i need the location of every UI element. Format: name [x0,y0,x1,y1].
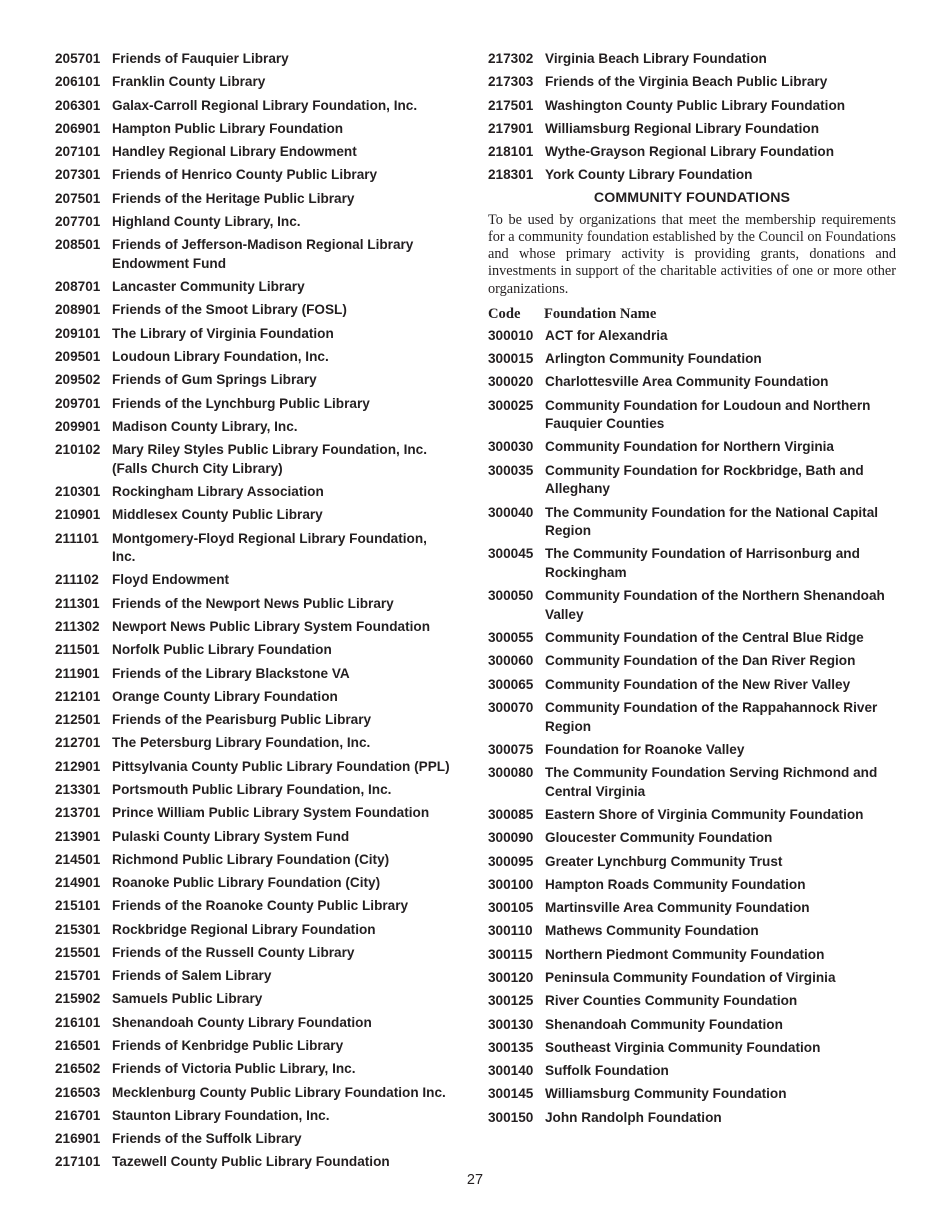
entry-code: 215701 [55,968,101,984]
entry-name: Washington County Public Library Foundation [545,97,846,113]
entry-code: 215301 [55,921,101,937]
entry-name: Orange County Library Foundation [112,688,338,704]
entry-code: 300085 [488,807,534,823]
entry-code: 209502 [55,372,101,388]
entry-name: Williamsburg Regional Library Foundation [545,120,820,136]
entry-name: Middlesex County Public Library [112,507,323,523]
entry-name: Friends of the Library Blackstone VA [112,665,350,681]
entry-code: 300045 [488,546,534,562]
entry-name: Madison County Library, Inc. [112,418,298,434]
list-item [488,1062,896,1081]
entry-name: Charlottesville Area Community Foundation [545,374,829,390]
entry-code: 217901 [488,120,534,136]
entry-code: 300015 [488,350,534,366]
list-item [488,1109,896,1128]
list-item [488,764,896,801]
entry-code: 212501 [55,712,101,728]
entry-code: 216501 [55,1038,101,1054]
list-item [488,350,896,369]
entry-code: 211901 [55,665,100,681]
list-item [488,397,896,434]
list-item [55,1084,450,1103]
list-item [55,851,450,870]
entry-code: 215501 [55,944,101,960]
entry-code: 206101 [55,74,101,90]
entry-code: 300115 [488,946,533,962]
entry-name: Franklin County Library [112,74,266,90]
entry-name: Foundation for Roanoke Valley [545,741,745,757]
entry-code: 217302 [488,51,534,66]
entry-name: Handley Regional Library Endowment [112,144,357,160]
left-column [55,50,450,1177]
entry-code: 217303 [488,74,534,90]
entry-code: 211301 [55,595,100,611]
list-item [488,946,896,965]
entry-code: 213301 [55,781,101,797]
list-item [55,441,450,478]
entry-code: 211102 [55,572,99,588]
entry-code: 216901 [55,1131,101,1147]
list-item [55,236,450,273]
entry-code: 208901 [55,302,101,318]
entry-name: Williamsburg Community Foundation [545,1086,787,1102]
entry-name: Friends of the Newport News Public Library [112,595,394,611]
entry-code: 207701 [55,213,101,229]
entry-name: Hampton Roads Community Foundation [545,876,806,892]
list-item [488,829,896,848]
entry-name: Mary Riley Styles Public Library Foundation, Inc. (Falls Church City Library) [112,442,427,476]
list-item [55,874,450,893]
list-item [55,571,450,590]
entry-name: River Counties Community Foundation [545,993,798,1009]
entry-code: 205701 [55,51,101,66]
entry-code: 218101 [488,144,534,160]
list-item [55,967,450,986]
entry-name: Martinsville Area Community Foundation [545,900,810,916]
list-item [488,97,896,116]
entry-name: Tazewell County Public Library Foundation [112,1154,390,1170]
list-item [55,530,450,567]
entry-code: 300060 [488,653,534,669]
entry-name: Friends of Salem Library [112,968,272,984]
entry-name: Community Foundation of the Rappahannock River Region [545,700,878,734]
list-item [488,922,896,941]
section-intro: To be used by organizations that meet the membership requirements for a community foundation established by the Council on Foundations and whose primary activity is providing grants, donations and investments in support of the charitable activities of one or more other organizations. [488,211,896,297]
entry-name: Montgomery-Floyd Regional Library Foundation, Inc. [112,530,427,565]
entry-code: 206901 [55,120,101,136]
entry-code: 300035 [488,462,534,478]
list-item [55,1107,450,1126]
entry-code: 212901 [55,758,101,774]
entry-code: 210901 [55,507,101,523]
entry-name: Gloucester Community Foundation [545,830,773,846]
entry-name: Friends of the Smoot Library (FOSL) [112,302,347,318]
entry-code: 300055 [488,630,534,646]
entry-name: Pittsylvania County Public Library Foundation (PPL) [112,758,450,774]
entry-name: Friends of the Pearisburg Public Library [112,712,372,728]
list-item [55,483,450,502]
list-item [488,166,896,185]
list-item [55,97,450,116]
entry-name: Friends of the Russell County Library [112,944,355,960]
list-item [55,758,450,777]
entry-name: Shenandoah Community Foundation [545,1016,783,1032]
entry-code: 300010 [488,327,534,343]
entry-name: York County Library Foundation [545,167,753,183]
entry-name: Friends of the Suffolk Library [112,1131,302,1147]
entry-name: Community Foundation of the Dan River Region [545,653,856,669]
entry-name: Richmond Public Library Foundation (City) [112,851,390,867]
entry-code: 300095 [488,853,534,869]
entry-name: Prince William Public Library System Foundation [112,805,430,821]
list-item [488,992,896,1011]
list-item [55,301,450,320]
entry-name: Shenandoah County Library Foundation [112,1014,372,1030]
list-item [55,897,450,916]
list-item [55,990,450,1009]
entry-name: Galax-Carroll Regional Library Foundation, Inc. [112,97,418,113]
list-item [55,395,450,414]
entry-code: 300150 [488,1109,534,1125]
list-item [488,73,896,92]
list-item [55,921,450,940]
entry-name: The Community Foundation of Harrisonburg and Rockingham [545,546,860,581]
list-item [55,734,450,753]
entry-code: 210102 [55,442,101,458]
entry-code: 207301 [55,167,101,183]
list-item [488,143,896,162]
entry-name: The Petersburg Library Foundation, Inc. [112,735,371,751]
list-item [488,969,896,988]
list-item [488,373,896,392]
entry-code: 213701 [55,805,101,821]
entry-code: 300110 [488,923,533,939]
entry-name: Friends of Gum Springs Library [112,372,317,388]
entry-name: Eastern Shore of Virginia Community Foundation [545,807,864,823]
entry-code: 300065 [488,676,534,692]
entry-name: Friends of the Roanoke County Public Library [112,898,409,914]
entry-name: Mathews Community Foundation [545,923,759,939]
entry-name: Friends of Jefferson-Madison Regional Library Endowment Fund [112,237,414,271]
list-item [488,545,896,582]
list-item [488,438,896,457]
code-column-header: Code [488,305,521,322]
list-item [55,711,450,730]
list-item [488,504,896,541]
entry-code: 209901 [55,418,101,434]
entry-name: Roanoke Public Library Foundation (City) [112,875,381,891]
entry-code: 215902 [55,991,101,1007]
entry-name: The Library of Virginia Foundation [112,325,334,341]
list-item [55,143,450,162]
entry-name: Rockbridge Regional Library Foundation [112,921,376,937]
list-item [488,1016,896,1035]
entry-code: 300030 [488,439,534,455]
entry-code: 300090 [488,830,534,846]
entry-code: 300145 [488,1086,534,1102]
list-item [488,327,896,346]
entry-code: 215101 [55,898,101,914]
list-item [55,418,450,437]
entry-code: 209701 [55,395,101,411]
list-item [55,166,450,185]
entry-name: Community Foundation for Rockbridge, Bath and Alleghany [545,462,864,497]
entry-name: Southeast Virginia Community Foundation [545,1039,821,1055]
entry-code: 216503 [55,1084,101,1100]
entry-name: Friends of Henrico County Public Library [112,167,378,183]
entry-code: 216701 [55,1107,101,1123]
entry-code: 216502 [55,1061,101,1077]
entry-code: 300070 [488,700,534,716]
entry-code: 208501 [55,237,101,253]
entry-name: Arlington Community Foundation [545,350,762,366]
entry-name: Community Foundation of the Central Blue Ridge [545,630,864,646]
list-item [488,853,896,872]
library-foundation-list-continued [488,50,896,185]
entry-code: 207501 [55,190,101,206]
community-foundation-list [488,327,896,1128]
entry-name: Friends of Victoria Public Library, Inc. [112,1061,356,1077]
list-item [488,1085,896,1104]
list-item [488,587,896,624]
entry-code: 211501 [55,642,100,658]
entry-code: 300125 [488,993,534,1009]
entry-code: 208701 [55,279,101,295]
list-item [55,348,450,367]
entry-code: 209501 [55,348,101,364]
entry-name: Friends of Fauquier Library [112,51,289,66]
entry-name: Community Foundation for Loudoun and Northern Fauquier Counties [545,397,871,432]
list-item [488,741,896,760]
list-item [488,876,896,895]
list-item [488,676,896,695]
list-item [55,1130,450,1149]
entry-code: 300050 [488,588,534,604]
list-item [488,899,896,918]
list-item [488,120,896,139]
entry-name: Suffolk Foundation [545,1063,669,1079]
list-item [55,190,450,209]
entry-code: 211302 [55,618,100,634]
entry-code: 300120 [488,970,534,986]
entry-code: 210301 [55,483,101,499]
entry-code: 300130 [488,1016,534,1032]
list-item [55,325,450,344]
entry-code: 214501 [55,851,101,867]
entry-name: Hampton Public Library Foundation [112,120,344,136]
list-item [488,1039,896,1058]
right-column [488,50,896,1132]
list-item [55,1014,450,1033]
entry-name: The Community Foundation Serving Richmond and Central Virginia [545,765,878,799]
list-item [488,629,896,648]
entry-code: 214901 [55,875,101,891]
entry-code: 300105 [488,900,534,916]
entry-code: 300135 [488,1039,534,1055]
list-item [488,652,896,671]
list-item [55,213,450,232]
list-item [55,828,450,847]
entry-name: Peninsula Community Foundation of Virginia [545,970,836,986]
entry-name: Samuels Public Library [112,991,263,1007]
entry-name: Community Foundation of the New River Valley [545,676,851,692]
entry-name: The Community Foundation for the National Capital Region [545,504,879,539]
entry-code: 206301 [55,97,101,113]
entry-code: 300100 [488,876,534,892]
list-item [55,804,450,823]
list-item [55,1060,450,1079]
entry-code: 300025 [488,397,534,413]
entry-code: 300140 [488,1063,534,1079]
list-item [55,120,450,139]
entry-name: Friends of the Virginia Beach Public Library [545,74,828,90]
list-item [55,278,450,297]
entry-name: Mecklenburg County Public Library Foundation Inc. [112,1084,446,1100]
entry-name: Loudoun Library Foundation, Inc. [112,348,329,364]
list-item [55,50,450,69]
list-item [488,699,896,736]
list-item [488,50,896,69]
list-item [55,618,450,637]
entry-name: Floyd Endowment [112,572,230,588]
name-column-header: Foundation Name [544,305,657,322]
entry-name: Northern Piedmont Community Foundation [545,946,825,962]
entry-code: 217101 [55,1154,101,1170]
entry-name: Newport News Public Library System Foundation [112,618,430,634]
table-header [488,304,896,324]
list-item [55,1153,450,1172]
entry-code: 217501 [488,97,534,113]
list-item [55,641,450,660]
entry-code: 207101 [55,144,101,160]
entry-name: Lancaster Community Library [112,279,305,295]
list-item [55,595,450,614]
entry-name: Friends of the Lynchburg Public Library [112,395,370,411]
list-item [55,944,450,963]
entry-name: ACT for Alexandria [545,327,668,343]
page-number: 27 [466,1172,484,1188]
entry-name: Highland County Library, Inc. [112,213,301,229]
entry-name: Virginia Beach Library Foundation [545,51,767,66]
entry-code: 212101 [55,688,101,704]
entry-name: Pulaski County Library System Fund [112,828,350,844]
entry-name: Community Foundation of the Northern Shenandoah Valley [545,588,885,622]
entry-name: Norfolk Public Library Foundation [112,642,332,658]
list-item [55,781,450,800]
entry-name: Friends of Kenbridge Public Library [112,1038,344,1054]
entry-code: 211101 [55,530,99,546]
entry-name: Rockingham Library Association [112,483,324,499]
entry-code: 213901 [55,828,101,844]
section-title: COMMUNITY FOUNDATIONS [593,189,791,206]
entry-name: John Randolph Foundation [545,1109,722,1125]
entry-code: 300080 [488,765,534,781]
entry-name: Community Foundation for Northern Virginia [545,439,834,455]
entry-name: Staunton Library Foundation, Inc. [112,1107,330,1123]
list-item [55,688,450,707]
entry-code: 300040 [488,504,534,520]
list-item [55,665,450,684]
entry-code: 212701 [55,735,101,751]
list-item [488,462,896,499]
entry-code: 216101 [55,1014,101,1030]
entry-code: 209101 [55,325,101,341]
list-item [55,1037,450,1056]
entry-name: Friends of the Heritage Public Library [112,190,355,206]
entry-name: Greater Lynchburg Community Trust [545,853,783,869]
list-item [55,371,450,390]
entry-code: 218301 [488,167,534,183]
entry-code: 300020 [488,374,534,390]
entry-name: Portsmouth Public Library Foundation, Inc. [112,781,392,797]
list-item [55,506,450,525]
entry-name: Wythe-Grayson Regional Library Foundation [545,144,835,160]
entry-code: 300075 [488,741,534,757]
list-item [488,806,896,825]
list-item [55,73,450,92]
